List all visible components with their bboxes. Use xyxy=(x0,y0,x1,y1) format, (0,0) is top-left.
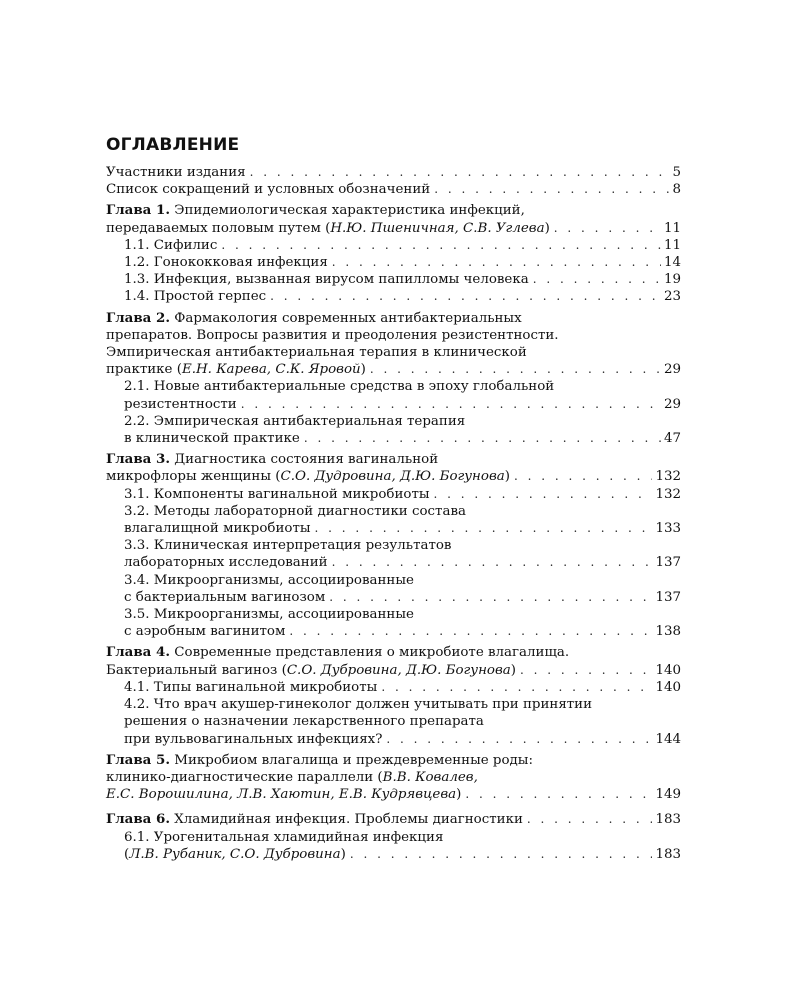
dot-leader xyxy=(527,811,653,828)
dot-leader xyxy=(329,589,652,606)
toc-section-1-3[interactable] xyxy=(106,271,681,288)
dot-leader xyxy=(304,430,661,447)
dot-leader xyxy=(315,520,653,537)
dot-leader xyxy=(386,731,652,748)
chapter-label: Глава 5. xyxy=(106,751,170,768)
page-number: 132 xyxy=(655,469,681,485)
page-number: 19 xyxy=(663,272,681,288)
paren: ) xyxy=(360,362,366,378)
section-title-line: 2.1. Новые антибактериальные средства в эпоху глобальной xyxy=(124,379,555,395)
page-number: 183 xyxy=(655,846,681,862)
section-title: 3.1. Компоненты вагинальной микробиоты xyxy=(124,486,430,502)
toc-section-1-1[interactable] xyxy=(106,237,681,254)
chapter-title-line: Хламидийная инфекция. Проблемы диагностики xyxy=(174,812,523,828)
chapter-authors: Н.Ю. Пшеничная, С.В. Углева xyxy=(330,220,545,236)
dot-leader xyxy=(434,486,653,503)
dot-leader xyxy=(332,554,653,571)
page-number: 23 xyxy=(663,289,681,305)
dot-leader xyxy=(381,679,652,696)
dot-leader xyxy=(520,662,652,679)
paren: ( xyxy=(124,846,130,862)
chapter-title-line: Эмпирическая антибактериальная терапия в клинической xyxy=(106,345,527,361)
toc-entry-abbreviations[interactable] xyxy=(106,181,681,198)
chapter-label: Глава 3. xyxy=(106,451,170,468)
section-title: лабораторных исследований xyxy=(124,555,328,571)
toc-section-4-1[interactable] xyxy=(106,679,681,696)
page-number: 137 xyxy=(655,589,681,605)
chapter-label: Глава 4. xyxy=(106,644,170,661)
chapter-title-line: Фармакология современных антибактериальных xyxy=(174,310,522,326)
page-number: 137 xyxy=(655,555,681,571)
dot-leader xyxy=(514,468,652,485)
toc-chapter-2[interactable] xyxy=(106,310,681,379)
page-number: 133 xyxy=(655,521,681,537)
dot-leader xyxy=(350,846,653,863)
dot-leader xyxy=(270,288,661,305)
page-number: 47 xyxy=(663,431,681,447)
toc-chapter-1[interactable] xyxy=(106,202,681,236)
toc-section-6-1[interactable] xyxy=(106,829,681,863)
section-title: 1.2. Гонококковая инфекция xyxy=(124,255,328,271)
section-title: 4.1. Типы вагинальной микробиоты xyxy=(124,679,378,695)
dot-leader xyxy=(332,254,661,271)
page-number: 29 xyxy=(663,396,681,412)
page-number: 14 xyxy=(663,255,681,271)
toc-entry-participants[interactable] xyxy=(106,164,681,181)
dot-leader xyxy=(554,220,661,237)
paren: ) xyxy=(544,220,550,236)
section-title: с аэробным вагинитом xyxy=(124,624,286,640)
paren: ) xyxy=(510,662,516,678)
section-title-line: решения о назначении лекарственного препарата xyxy=(124,714,484,730)
table-of-contents xyxy=(106,164,681,863)
chapter-label: Глава 6. xyxy=(106,811,170,828)
chapter-title-line: препаратов. Вопросы развития и преодоления резистентности. xyxy=(106,327,559,343)
chapter-authors: Е.С. Ворошилина, Л.В. Хаютин, Е.В. Кудрявцева xyxy=(106,787,457,803)
chapter-title-line: Бактериальный вагиноз ( xyxy=(106,662,287,678)
section-title: при вульвовагинальных инфекциях? xyxy=(124,731,383,747)
section-title-line: 4.2. Что врач акушер-гинеколог должен учитывать при принятии xyxy=(124,697,593,713)
page-number: 11 xyxy=(663,220,681,236)
page-number: 132 xyxy=(655,486,681,502)
section-title-line: 3.3. Клиническая интерпретация результатов xyxy=(124,538,452,554)
chapter-title-line: микрофлоры женщины ( xyxy=(106,469,281,485)
page-number: 138 xyxy=(655,624,681,640)
chapter-label: Глава 1. xyxy=(106,202,170,219)
entry-title: Список сокращений и условных обозначений xyxy=(106,182,431,198)
section-title: резистентности xyxy=(124,396,237,412)
paren: ) xyxy=(456,787,462,803)
toc-section-2-1[interactable] xyxy=(106,378,681,412)
dot-leader xyxy=(533,271,661,288)
page-number: 140 xyxy=(655,662,681,678)
toc-section-3-2[interactable] xyxy=(106,503,681,537)
page-number: 8 xyxy=(672,182,681,198)
paren: ) xyxy=(504,469,510,485)
toc-chapter-3[interactable] xyxy=(106,451,681,485)
section-title: 1.3. Инфекция, вызванная вирусом папилломы человека xyxy=(124,272,529,288)
toc-section-4-2[interactable] xyxy=(106,696,681,748)
chapter-label: Глава 2. xyxy=(106,309,170,326)
dot-leader xyxy=(465,786,652,803)
toc-chapter-4[interactable] xyxy=(106,644,681,678)
toc-section-1-4[interactable] xyxy=(106,288,681,305)
chapter-title-line: Диагностика состояния вагинальной xyxy=(174,452,439,468)
section-title-line: 2.2. Эмпирическая антибактериальная терапия xyxy=(124,413,466,429)
toc-section-3-5[interactable] xyxy=(106,606,681,640)
section-title-line: 3.5. Микроорганизмы, ассоциированные xyxy=(124,607,414,623)
dot-leader xyxy=(241,396,661,413)
chapter-title-line: Микробиом влагалища и преждевременные роды: xyxy=(174,752,533,768)
chapter-authors: С.О. Дубровина, Д.Ю. Богунова xyxy=(286,662,511,678)
page-title: ОГЛАВЛЕНИЕ xyxy=(106,135,240,155)
section-title: влагалищной микробиоты xyxy=(124,521,311,537)
toc-chapter-5[interactable] xyxy=(106,752,681,804)
page-number: 183 xyxy=(655,812,681,828)
chapter-title-line: Эпидемиологическая характеристика инфекций, xyxy=(174,203,525,219)
toc-section-2-2[interactable] xyxy=(106,413,681,447)
dot-leader xyxy=(221,237,661,254)
toc-section-3-3[interactable] xyxy=(106,537,681,571)
chapter-title-line: передаваемых половым путем ( xyxy=(106,220,331,236)
toc-section-1-2[interactable] xyxy=(106,254,681,271)
page-number: 29 xyxy=(663,362,681,378)
paren: ) xyxy=(340,846,346,862)
section-title: 1.4. Простой герпес xyxy=(124,289,267,305)
section-title-line: 6.1. Урогенитальная хламидийная инфекция xyxy=(124,829,444,845)
chapter-authors: Е.Н. Карева, С.К. Яровой xyxy=(181,362,361,378)
chapter-authors: В.В. Ковалев, xyxy=(382,769,478,785)
page-number: 149 xyxy=(655,787,681,803)
chapter-title-line: Современные представления о микробиоте влагалища. xyxy=(174,645,570,661)
chapter-title-line: практике ( xyxy=(106,362,182,378)
toc-chapter-6[interactable] xyxy=(106,811,681,828)
dot-leader xyxy=(289,623,652,640)
section-title: с бактериальным вагинозом xyxy=(124,589,326,605)
chapter-authors: С.О. Дудровина, Д.Ю. Богунова xyxy=(280,469,505,485)
page-number: 140 xyxy=(655,679,681,695)
section-title: в клинической практике xyxy=(124,431,300,447)
page-number: 144 xyxy=(655,731,681,747)
dot-leader xyxy=(434,181,669,198)
chapter-title-line: клинико-диагностические параллели ( xyxy=(106,769,383,785)
dot-leader xyxy=(370,361,661,378)
page-number: 5 xyxy=(672,165,681,180)
section-title-line: 3.2. Методы лабораторной диагностики состава xyxy=(124,503,466,519)
section-title: 1.1. Сифилис xyxy=(124,237,218,253)
page-number: 11 xyxy=(663,237,681,253)
section-authors: Л.В. Рубаник, С.О. Дубровина xyxy=(129,846,341,862)
entry-title: Участники издания xyxy=(106,165,246,180)
toc-section-3-1[interactable] xyxy=(106,486,681,503)
dot-leader xyxy=(250,164,670,181)
toc-section-3-4[interactable] xyxy=(106,572,681,606)
section-title-line: 3.4. Микроорганизмы, ассоциированные xyxy=(124,572,414,588)
